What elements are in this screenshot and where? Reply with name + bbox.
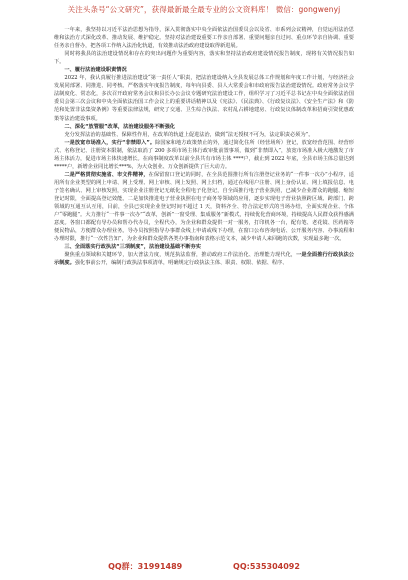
promo-banner: 关注头条号“公文研究”，获得最新最全最专业的公文资料库！ 微信：gongwenyj [67,5,341,14]
contact-footer [0,561,408,572]
qq-label: QQ:535304092 [233,562,300,571]
paragraph [54,171,354,243]
bold-lead: 二是严格贯彻实施省、市文件精神， [64,171,149,178]
paragraph: 同时将我县的法治建设情况和存在的突出问题作为重要内容，落实和坚持法治政府建设情况报告制度，现将有关情况报告如下。 [54,51,354,66]
section-heading: 二、深化“放管服”改革，法治建设服务不断强化 [64,123,175,130]
section-heading: 三、全面落实行政执法“三项制度”，法治建设基础不断夯实 [64,244,201,251]
paragraph-text: 除国家和地方政策禁止的外，通过简化住所（经营场所）登记，放宽经营范围、经营形式、名称登记、注册资本限制，依法取消了 200 多项市场主体行政审批前置事项，做到“非禁即入”，放宽市场准入极大地激发了市场主体活力，促进市场主体快速增长。在商事制度改革以前全县共有市场主体 ****户，截止到 2022 年底，全县市场主体总量达到 *****户，新增企业同比增长***%，为大众创业、万众创新提供了巨大动力。 [54,139,354,170]
bold-phrase: 一是全面推行行政执法公示制度。 [54,252,354,267]
paragraph: 充分发挥法治的基础性、保障性作用，在改革的轨道上促进法治，做到“法无授权不可为，法定职责必须为”。 [64,131,314,138]
qq-group-label: QQ群：31991489 [108,562,183,571]
paragraph [54,251,354,267]
document-body [54,26,354,267]
bold-lead: 一是放宽市场准入，实行“非禁即入”。 [64,139,156,146]
paragraph: 一年来，我坚持以习近平法治思想为指导，深入贯彻落实中央全面依法治国委员会以及省、市系列会议精神，自觉运用法治思维和法治方式深化改革、推动发展、维护稳定。坚持对法治建设重要工作亲自部署、重要问题亲自过问、重点环节亲自协调、重要任务亲自督办，把各项工作纳入法治化轨道，有效推动法治政府建设取得新进展。 [54,27,354,50]
paragraph-text: 在保留窗口登记的同时，在全县范围推行所有注册登记业务的“一件事一次办”小程序，适用所有企业类型的网上申请、网上受理、网上审核、网上发照、网上归档，通过在线用户注册、网上身份认证、网上填报信息、电子签名确认、网上审核发照，实现企业注册登记无纸化全程电子化登记，自全面推行电子营业执照，已减少企业群众的跑腿、缩短登记时限，全面提高登记效能。二是加快推进电子营业执照在电子商务等领域的应用，逐步实现电子营业执照跨区域、跨部门、跨领域的互通互认互用，目前，全县已实现企业登记时间不超过 1 天，资料齐全、符合法定形式的当场办结，全面实现企业、个体户“零跑腿”。大力推行“一件事一次办”“改革，创新”一窗受理、集成服务”新模式，持续优化营商环境，持续提高人民群众获得感满意度。各窗口都配有导办员和帮办代办员，全程代办，为企业和群众提供一对一服务，打印机各一台，配有笔、老花镜、医药箱等便民物品，方便群众办理业务。导办员按照指导办事群众线上申请或线下办理，在窗口公布咨询电话、公开服务内容、办事流程和办理时限，推行“一次性告知”，为企业和群众提供各类办事指南和表格示范文本，减少申请人来回跑的次数，实现最多跑一次。 [54,171,354,243]
paragraph [54,139,354,171]
paragraph-text: 聚焦重点领域和关键环节，加大普法力度，规范执法监督，推动政府工作法治化、治理能力现代化， [64,252,297,259]
section-heading: 一、履行法治建设职责情况 [64,67,127,74]
paragraph-text: 强化事前公开，编制行政执法事项清单，明确规定行政执法主体、职责、权限、依据、程序、 [74,260,288,267]
paragraph: 2022 年，我认真履行推进法治建设“第一责任人”职责，把法治建设纳入全县发展总体工作规划和年度工作计划，与经济社会发展同部署、同推进、同考核。严格落实年度报告制度，每年向县委、县人大常委会和市政府报告法治建设情况。政府常务会议学法制度化、常态化，多次召开政府常务会议和县长办公会议专题研究法治建设工作，组织学习了习近平总书记在中央全面依法治国委员会第三次会议和中央全面依法治国工作会议上的重要讲话精神以及《宪法》、《民法典》、《行政复议法》、《安全生产法》和《防范和处置非法集资条例》等重要法律法规，研究了交通、卫生综合执法、农村乱占耕地建房、行政复议体制改革和招商引资优惠政策等法治建设事项。 [54,75,354,122]
